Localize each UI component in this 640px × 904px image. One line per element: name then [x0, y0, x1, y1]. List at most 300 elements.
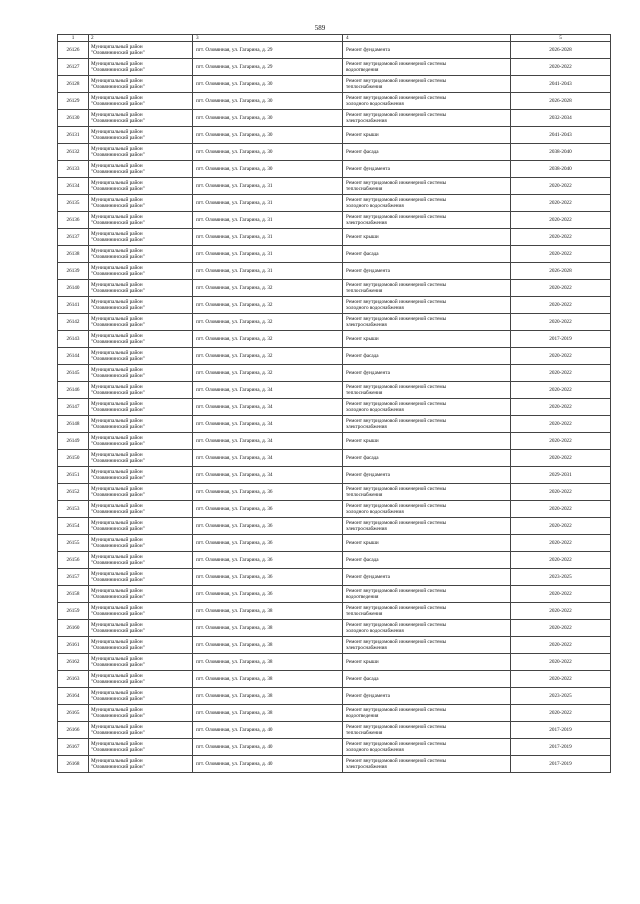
- period-cell: 2026-2028: [511, 93, 611, 110]
- row-number: 26161: [58, 637, 89, 654]
- period-cell: 2020-2022: [511, 178, 611, 195]
- work-type-line-2: холодного водоснабжения: [346, 203, 404, 209]
- work-type-cell: [343, 688, 511, 705]
- work-type-cell: [343, 569, 511, 586]
- work-type-cell: [343, 552, 511, 569]
- municipality-cell: [89, 603, 193, 620]
- municipality-cell: [89, 178, 193, 195]
- table-row: [58, 263, 611, 280]
- work-type-line-1: Ремонт внутридомовой инженерной системы: [346, 741, 447, 747]
- row-number: 26149: [58, 433, 89, 450]
- row-number: 26166: [58, 722, 89, 739]
- work-type-line-1: Ремонт крыши: [346, 438, 379, 444]
- work-type-cell: [343, 365, 511, 382]
- work-type-line-1: Ремонт крыши: [346, 336, 379, 342]
- municipality-cell: [89, 552, 193, 569]
- table-row: [58, 467, 611, 484]
- period-cell: 2020-2022: [511, 637, 611, 654]
- municipality-line-1: Муниципальный район: [91, 520, 143, 526]
- address-cell: пгт. Оловянная, ул. Гагарина, д. 32: [193, 348, 343, 365]
- work-type-cell: [343, 450, 511, 467]
- table-row: [58, 229, 611, 246]
- work-type-cell: [343, 722, 511, 739]
- municipality-cell: [89, 297, 193, 314]
- work-type-line-2: электроснабжения: [346, 764, 387, 770]
- work-type-line-1: Ремонт фундамента: [346, 370, 390, 376]
- municipality-line-1: Муниципальный район: [91, 231, 143, 237]
- address-cell: пгт. Оловянная, ул. Гагарина, д. 38: [193, 620, 343, 637]
- row-number: 26131: [58, 127, 89, 144]
- work-type-line-1: Ремонт внутридомовой инженерной системы: [346, 639, 447, 645]
- period-cell: 2020-2022: [511, 280, 611, 297]
- work-type-line-1: Ремонт внутридомовой инженерной системы: [346, 299, 447, 305]
- municipality-cell: [89, 501, 193, 518]
- row-number: 26126: [58, 42, 89, 59]
- period-cell: 2026-2028: [511, 42, 611, 59]
- address-cell: пгт. Оловянная, ул. Гагарина, д. 40: [193, 739, 343, 756]
- row-number: 26167: [58, 739, 89, 756]
- row-number: 26162: [58, 654, 89, 671]
- municipality-cell: [89, 246, 193, 263]
- period-cell: 2020-2022: [511, 297, 611, 314]
- work-type-cell: [343, 501, 511, 518]
- table-row: [58, 161, 611, 178]
- municipality-line-1: Муниципальный район: [91, 605, 143, 611]
- municipality-line-1: Муниципальный район: [91, 146, 143, 152]
- work-type-line-2: водоотведения: [346, 67, 379, 73]
- municipality-cell: [89, 416, 193, 433]
- table-row: [58, 671, 611, 688]
- period-cell: 2020-2022: [511, 433, 611, 450]
- municipality-line-1: Муниципальный район: [91, 384, 143, 390]
- work-type-line-1: Ремонт фасада: [346, 251, 379, 257]
- table-row: [58, 59, 611, 76]
- address-cell: пгт. Оловянная, ул. Гагарина, д. 30: [193, 93, 343, 110]
- municipality-line-2: "Оловяннинский район": [91, 186, 145, 192]
- municipality-line-2: "Оловяннинский район": [91, 288, 145, 294]
- work-type-line-2: теплоснабжения: [346, 730, 383, 736]
- table-row: [58, 433, 611, 450]
- table-row: [58, 331, 611, 348]
- work-type-line-1: Ремонт внутридомовой инженерной системы: [346, 61, 447, 67]
- row-number: 26156: [58, 552, 89, 569]
- period-cell: 2017-2019: [511, 722, 611, 739]
- table-row: [58, 246, 611, 263]
- work-type-cell: [343, 144, 511, 161]
- municipality-cell: [89, 518, 193, 535]
- municipality-line-2: "Оловяннинский район": [91, 458, 145, 464]
- address-cell: пгт. Оловянная, ул. Гагарина, д. 34: [193, 382, 343, 399]
- work-type-line-2: теплоснабжения: [346, 84, 383, 90]
- municipality-line-1: Муниципальный район: [91, 129, 143, 135]
- address-cell: пгт. Оловянная, ул. Гагарина, д. 34: [193, 416, 343, 433]
- municipality-cell: [89, 467, 193, 484]
- period-cell: 2023-2025: [511, 569, 611, 586]
- work-type-cell: [343, 399, 511, 416]
- row-number: 26141: [58, 297, 89, 314]
- municipality-cell: [89, 739, 193, 756]
- column-header-1: 1: [58, 35, 89, 42]
- municipality-line-1: Муниципальный район: [91, 316, 143, 322]
- table-row: [58, 620, 611, 637]
- work-type-cell: [343, 331, 511, 348]
- address-cell: пгт. Оловянная, ул. Гагарина, д. 34: [193, 450, 343, 467]
- row-number: 26133: [58, 161, 89, 178]
- table-row: [58, 569, 611, 586]
- work-type-line-2: электроснабжения: [346, 424, 387, 430]
- municipality-cell: [89, 110, 193, 127]
- municipality-line-1: Муниципальный район: [91, 758, 143, 764]
- period-cell: 2020-2022: [511, 501, 611, 518]
- work-type-line-2: холодного водоснабжения: [346, 101, 404, 107]
- municipality-line-1: Муниципальный район: [91, 486, 143, 492]
- work-type-line-1: Ремонт внутридомовой инженерной системы: [346, 180, 447, 186]
- period-cell: 2020-2022: [511, 314, 611, 331]
- period-cell: 2032-2034: [511, 110, 611, 127]
- row-number: 26164: [58, 688, 89, 705]
- municipality-line-1: Муниципальный район: [91, 503, 143, 509]
- table-row: [58, 518, 611, 535]
- municipality-cell: [89, 705, 193, 722]
- work-type-cell: [343, 416, 511, 433]
- address-cell: пгт. Оловянная, ул. Гагарина, д. 30: [193, 127, 343, 144]
- municipality-line-2: "Оловяннинский район": [91, 118, 145, 124]
- municipality-line-2: "Оловяннинский район": [91, 628, 145, 634]
- work-type-line-2: холодного водоснабжения: [346, 305, 404, 311]
- table-row: [58, 688, 611, 705]
- work-type-line-2: холодного водоснабжения: [346, 509, 404, 515]
- work-type-line-2: холодного водоснабжения: [346, 747, 404, 753]
- row-number: 26157: [58, 569, 89, 586]
- municipality-cell: [89, 535, 193, 552]
- row-number: 26137: [58, 229, 89, 246]
- address-cell: пгт. Оловянная, ул. Гагарина, д. 38: [193, 705, 343, 722]
- table-row: [58, 110, 611, 127]
- municipality-cell: [89, 365, 193, 382]
- municipality-line-1: Муниципальный район: [91, 95, 143, 101]
- municipality-line-2: "Оловяннинский район": [91, 373, 145, 379]
- period-cell: 2020-2022: [511, 212, 611, 229]
- municipality-line-1: Муниципальный район: [91, 452, 143, 458]
- period-cell: 2017-2019: [511, 756, 611, 773]
- work-type-cell: [343, 59, 511, 76]
- work-type-cell: [343, 603, 511, 620]
- table-row: [58, 365, 611, 382]
- work-type-line-1: Ремонт внутридомовой инженерной системы: [346, 197, 447, 203]
- work-type-line-1: Ремонт внутридомовой инженерной системы: [346, 503, 447, 509]
- table-row: [58, 195, 611, 212]
- municipality-line-2: "Оловяннинский район": [91, 407, 145, 413]
- municipality-cell: [89, 195, 193, 212]
- work-type-line-2: теплоснабжения: [346, 390, 383, 396]
- work-type-cell: [343, 280, 511, 297]
- period-cell: 2020-2022: [511, 348, 611, 365]
- row-number: 26134: [58, 178, 89, 195]
- period-cell: 2017-2019: [511, 739, 611, 756]
- address-cell: пгт. Оловянная, ул. Гагарина, д. 31: [193, 246, 343, 263]
- municipality-cell: [89, 399, 193, 416]
- municipality-cell: [89, 756, 193, 773]
- municipality-line-2: "Оловяннинский район": [91, 713, 145, 719]
- table-row: [58, 535, 611, 552]
- municipality-line-2: "Оловяннинский район": [91, 662, 145, 668]
- work-type-line-1: Ремонт фасада: [346, 557, 379, 563]
- address-cell: пгт. Оловянная, ул. Гагарина, д. 31: [193, 195, 343, 212]
- work-type-line-2: электроснабжения: [346, 220, 387, 226]
- table-header: [58, 35, 611, 42]
- municipality-line-1: Муниципальный район: [91, 418, 143, 424]
- work-type-line-1: Ремонт внутридомовой инженерной системы: [346, 588, 447, 594]
- work-type-line-2: электроснабжения: [346, 118, 387, 124]
- municipality-cell: [89, 620, 193, 637]
- work-type-line-1: Ремонт крыши: [346, 234, 379, 240]
- work-type-cell: [343, 42, 511, 59]
- work-type-line-1: Ремонт внутридомовой инженерной системы: [346, 78, 447, 84]
- municipality-cell: [89, 484, 193, 501]
- municipality-cell: [89, 688, 193, 705]
- municipality-cell: [89, 93, 193, 110]
- column-header-5: 5: [511, 35, 611, 42]
- address-cell: пгт. Оловянная, ул. Гагарина, д. 32: [193, 365, 343, 382]
- address-cell: пгт. Оловянная, ул. Гагарина, д. 36: [193, 586, 343, 603]
- address-cell: пгт. Оловянная, ул. Гагарина, д. 34: [193, 399, 343, 416]
- row-number: 26146: [58, 382, 89, 399]
- municipality-cell: [89, 433, 193, 450]
- municipality-line-1: Муниципальный район: [91, 197, 143, 203]
- municipality-cell: [89, 280, 193, 297]
- address-cell: пгт. Оловянная, ул. Гагарина, д. 31: [193, 212, 343, 229]
- address-cell: пгт. Оловянная, ул. Гагарина, д. 30: [193, 144, 343, 161]
- period-cell: 2038-2040: [511, 161, 611, 178]
- table-row: [58, 637, 611, 654]
- table-row: [58, 297, 611, 314]
- work-type-cell: [343, 93, 511, 110]
- work-type-cell: [343, 178, 511, 195]
- table-row: [58, 399, 611, 416]
- work-type-cell: [343, 314, 511, 331]
- municipality-line-2: "Оловяннинский район": [91, 305, 145, 311]
- work-type-cell: [343, 382, 511, 399]
- work-type-cell: [343, 76, 511, 93]
- row-number: 26142: [58, 314, 89, 331]
- work-type-cell: [343, 586, 511, 603]
- municipality-cell: [89, 569, 193, 586]
- municipality-line-2: "Оловяннинский район": [91, 764, 145, 770]
- period-cell: 2020-2022: [511, 399, 611, 416]
- work-type-cell: [343, 127, 511, 144]
- work-type-cell: [343, 263, 511, 280]
- work-type-line-1: Ремонт фасада: [346, 455, 379, 461]
- work-type-line-1: Ремонт внутридомовой инженерной системы: [346, 316, 447, 322]
- work-type-line-2: электроснабжения: [346, 526, 387, 532]
- work-type-cell: [343, 212, 511, 229]
- row-number: 26140: [58, 280, 89, 297]
- address-cell: пгт. Оловянная, ул. Гагарина, д. 36: [193, 569, 343, 586]
- period-cell: 2020-2022: [511, 705, 611, 722]
- work-type-line-1: Ремонт внутридомовой инженерной системы: [346, 605, 447, 611]
- work-type-cell: [343, 110, 511, 127]
- table-row: [58, 127, 611, 144]
- table-row: [58, 93, 611, 110]
- row-number: 26150: [58, 450, 89, 467]
- row-number: 26129: [58, 93, 89, 110]
- address-cell: пгт. Оловянная, ул. Гагарина, д. 38: [193, 688, 343, 705]
- period-cell: 2023-2025: [511, 688, 611, 705]
- table-row: [58, 42, 611, 59]
- work-type-cell: [343, 756, 511, 773]
- municipality-line-2: "Оловяннинский район": [91, 67, 145, 73]
- municipality-line-2: "Оловяннинский район": [91, 271, 145, 277]
- municipality-line-2: "Оловяннинский район": [91, 424, 145, 430]
- row-number: 26147: [58, 399, 89, 416]
- table-row: [58, 212, 611, 229]
- row-number: 26139: [58, 263, 89, 280]
- work-type-line-1: Ремонт крыши: [346, 132, 379, 138]
- period-cell: 2020-2022: [511, 416, 611, 433]
- address-cell: пгт. Оловянная, ул. Гагарина, д. 38: [193, 603, 343, 620]
- work-type-line-2: холодного водоснабжения: [346, 628, 404, 634]
- address-cell: пгт. Оловянная, ул. Гагарина, д. 36: [193, 501, 343, 518]
- table-row: [58, 705, 611, 722]
- table-row: [58, 654, 611, 671]
- municipality-line-2: "Оловяннинский район": [91, 594, 145, 600]
- work-type-line-1: Ремонт внутридомовой инженерной системы: [346, 724, 447, 730]
- municipality-line-2: "Оловяннинский район": [91, 356, 145, 362]
- municipality-cell: [89, 212, 193, 229]
- table-row: [58, 450, 611, 467]
- column-header-3: 3: [193, 35, 343, 42]
- municipality-line-2: "Оловяннинский район": [91, 679, 145, 685]
- municipality-cell: [89, 144, 193, 161]
- municipality-cell: [89, 637, 193, 654]
- municipality-line-1: Муниципальный район: [91, 401, 143, 407]
- municipality-line-1: Муниципальный район: [91, 78, 143, 84]
- work-type-cell: [343, 518, 511, 535]
- municipality-line-2: "Оловяннинский район": [91, 441, 145, 447]
- row-number: 26154: [58, 518, 89, 535]
- address-cell: пгт. Оловянная, ул. Гагарина, д. 30: [193, 76, 343, 93]
- row-number: 26151: [58, 467, 89, 484]
- work-type-cell: [343, 467, 511, 484]
- municipality-cell: [89, 331, 193, 348]
- work-type-cell: [343, 161, 511, 178]
- municipality-cell: [89, 450, 193, 467]
- address-cell: пгт. Оловянная, ул. Гагарина, д. 36: [193, 484, 343, 501]
- address-cell: пгт. Оловянная, ул. Гагарина, д. 32: [193, 314, 343, 331]
- address-cell: пгт. Оловянная, ул. Гагарина, д. 34: [193, 433, 343, 450]
- municipality-line-2: "Оловяннинский район": [91, 203, 145, 209]
- table-body: [58, 42, 611, 773]
- municipality-line-1: Муниципальный район: [91, 707, 143, 713]
- table-row: [58, 586, 611, 603]
- period-cell: 2020-2022: [511, 620, 611, 637]
- work-type-line-1: Ремонт фундамента: [346, 574, 390, 580]
- work-type-cell: [343, 348, 511, 365]
- period-cell: 2020-2022: [511, 603, 611, 620]
- work-type-cell: [343, 637, 511, 654]
- work-type-line-1: Ремонт фундамента: [346, 268, 390, 274]
- address-cell: пгт. Оловянная, ул. Гагарина, д. 38: [193, 671, 343, 688]
- table-row: [58, 76, 611, 93]
- address-cell: пгт. Оловянная, ул. Гагарина, д. 32: [193, 331, 343, 348]
- period-cell: 2020-2022: [511, 365, 611, 382]
- municipality-line-1: Муниципальный район: [91, 112, 143, 118]
- municipality-line-2: "Оловяннинский район": [91, 84, 145, 90]
- municipality-line-1: Муниципальный район: [91, 588, 143, 594]
- row-number: 26153: [58, 501, 89, 518]
- period-cell: 2038-2040: [511, 144, 611, 161]
- municipality-cell: [89, 59, 193, 76]
- period-cell: 2020-2022: [511, 518, 611, 535]
- municipality-line-1: Муниципальный район: [91, 639, 143, 645]
- table-row: [58, 484, 611, 501]
- table-row: [58, 144, 611, 161]
- municipality-cell: [89, 654, 193, 671]
- municipality-cell: [89, 314, 193, 331]
- municipality-line-1: Муниципальный район: [91, 61, 143, 67]
- work-type-line-1: Ремонт внутридомовой инженерной системы: [346, 401, 447, 407]
- table-row: [58, 178, 611, 195]
- address-cell: пгт. Оловянная, ул. Гагарина, д. 38: [193, 637, 343, 654]
- municipality-line-1: Муниципальный район: [91, 435, 143, 441]
- municipality-cell: [89, 161, 193, 178]
- row-number: 26130: [58, 110, 89, 127]
- work-type-cell: [343, 246, 511, 263]
- period-cell: 2020-2022: [511, 195, 611, 212]
- row-number: 26143: [58, 331, 89, 348]
- municipality-line-2: "Оловяннинский район": [91, 254, 145, 260]
- municipality-cell: [89, 76, 193, 93]
- municipality-line-1: Муниципальный район: [91, 265, 143, 271]
- work-type-line-2: электроснабжения: [346, 322, 387, 328]
- period-cell: 2020-2022: [511, 229, 611, 246]
- address-cell: пгт. Оловянная, ул. Гагарина, д. 40: [193, 756, 343, 773]
- municipality-line-1: Муниципальный район: [91, 571, 143, 577]
- work-type-line-1: Ремонт фундамента: [346, 472, 390, 478]
- period-cell: 2029-2031: [511, 467, 611, 484]
- municipality-cell: [89, 263, 193, 280]
- period-cell: 2020-2022: [511, 654, 611, 671]
- work-type-line-1: Ремонт фундамента: [346, 166, 390, 172]
- table-row: [58, 501, 611, 518]
- municipality-line-1: Муниципальный район: [91, 350, 143, 356]
- municipality-line-1: Муниципальный район: [91, 537, 143, 543]
- work-type-line-1: Ремонт внутридомовой инженерной системы: [346, 384, 447, 390]
- row-number: 26165: [58, 705, 89, 722]
- period-cell: 2020-2022: [511, 671, 611, 688]
- municipality-cell: [89, 722, 193, 739]
- address-cell: пгт. Оловянная, ул. Гагарина, д. 30: [193, 110, 343, 127]
- municipality-cell: [89, 671, 193, 688]
- address-cell: пгт. Оловянная, ул. Гагарина, д. 32: [193, 280, 343, 297]
- address-cell: пгт. Оловянная, ул. Гагарина, д. 32: [193, 297, 343, 314]
- table-row: [58, 756, 611, 773]
- municipality-line-1: Муниципальный район: [91, 163, 143, 169]
- work-type-cell: [343, 535, 511, 552]
- municipality-line-1: Муниципальный район: [91, 656, 143, 662]
- period-cell: 2026-2028: [511, 263, 611, 280]
- municipality-line-1: Муниципальный район: [91, 44, 143, 50]
- work-type-line-2: теплоснабжения: [346, 492, 383, 498]
- work-type-line-1: Ремонт внутридомовой инженерной системы: [346, 486, 447, 492]
- row-number: 26155: [58, 535, 89, 552]
- address-cell: пгт. Оловянная, ул. Гагарина, д. 31: [193, 229, 343, 246]
- municipality-line-2: "Оловяннинский район": [91, 101, 145, 107]
- municipality-cell: [89, 127, 193, 144]
- work-type-line-2: электроснабжения: [346, 645, 387, 651]
- row-number: 26160: [58, 620, 89, 637]
- address-cell: пгт. Оловянная, ул. Гагарина, д. 30: [193, 161, 343, 178]
